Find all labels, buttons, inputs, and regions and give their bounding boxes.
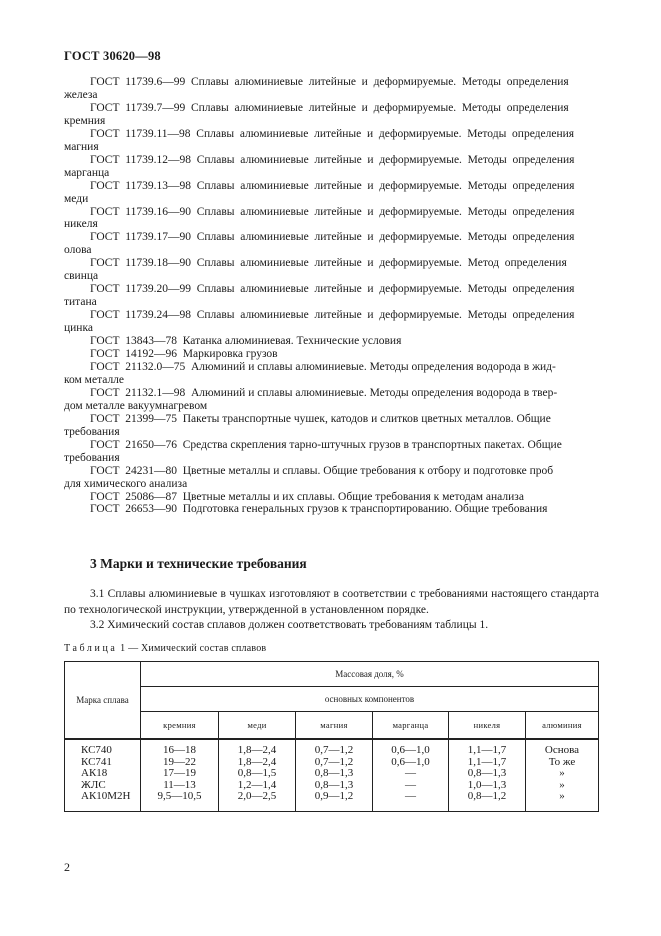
reference-line: ГОСТ 11739.16—90 Сплавы алюминиевые литейные и деформируемые. Методы определения xyxy=(90,205,575,218)
composition-value-cell: — xyxy=(405,778,416,791)
composition-value-cell: 0,7—1,2 xyxy=(314,744,354,756)
reference-continuation: требования xyxy=(64,451,120,464)
reference-line: ГОСТ 14192—96 Маркировка грузов xyxy=(90,348,278,361)
reference-continuation: магния xyxy=(64,140,99,153)
composition-value-cell: 1,0—1,3 xyxy=(467,778,507,791)
composition-value-cell: 0,6—1,0 xyxy=(391,755,430,768)
reference-continuation: олова xyxy=(64,244,92,257)
composition-value-cell: — xyxy=(405,767,416,779)
composition-value-cell: — xyxy=(405,790,416,802)
document-header: ГОСТ 30620—98 xyxy=(64,49,161,63)
composition-value-cell: 0,9—1,2 xyxy=(314,790,354,802)
composition-value-cell: 11—13 xyxy=(163,778,196,791)
manganese-column xyxy=(373,739,449,811)
aluminium-column xyxy=(526,739,599,811)
reference-line: ГОСТ 25086—87 Цветные металлы и их сплавы. Общие требования к методам анализа xyxy=(90,490,524,503)
composition-value-cell: 0,6—1,0 xyxy=(391,744,430,756)
reference-continuation: свинца xyxy=(64,270,99,283)
composition-value-cell: 1,2—1,4 xyxy=(237,778,277,791)
header-element: алюминия xyxy=(526,712,599,740)
reference-line: ГОСТ 11739.12—98 Сплавы алюминиевые литейные и деформируемые. Методы определения xyxy=(90,153,575,166)
composition-value-cell: 0,8—1,2 xyxy=(467,790,507,802)
reference-line: ГОСТ 11739.7—99 Сплавы алюминиевые литейные и деформируемые. Методы определения xyxy=(90,101,569,114)
header-mass-fraction: Массовая доля, % xyxy=(141,662,599,687)
reference-continuation: марганца xyxy=(64,166,110,179)
table-caption-prefix: Таблица xyxy=(64,643,118,654)
reference-line: ГОСТ 24231—80 Цветные металлы и сплавы. Общие требования к отбору и подготовке проб xyxy=(90,464,554,477)
silicon-column xyxy=(141,739,219,811)
normative-references-list xyxy=(64,76,599,516)
composition-value-cell: 2,0—2,5 xyxy=(237,790,277,802)
reference-line: ГОСТ 11739.17—90 Сплавы алюминиевые литейные и деформируемые. Методы определения xyxy=(90,231,575,244)
reference-line: ГОСТ 11739.24—98 Сплавы алюминиевые литейные и деформируемые. Методы определения xyxy=(90,309,575,322)
alloy-grade-cell: КС741 xyxy=(81,755,112,768)
composition-value-cell: 9,5—10,5 xyxy=(157,790,202,802)
composition-value-cell: 1,8—2,4 xyxy=(237,755,277,768)
reference-line: ГОСТ 26653—90 Подготовка генеральных грузов к транспортированию. Общие требования xyxy=(90,503,548,516)
composition-value-cell: 0,8—1,3 xyxy=(314,778,354,791)
table-caption xyxy=(64,643,266,654)
reference-line: ГОСТ 21399—75 Пакеты транспортные чушек, катодов и слитков цветных металлов. Общие xyxy=(90,412,551,425)
alloy-grade-cell: КС740 xyxy=(81,744,112,756)
alloy-grade-cell: АК10М2Н xyxy=(81,790,131,802)
section-title: 3 Марки и технические требования xyxy=(90,556,307,571)
header-basic-components: основных компонентов xyxy=(141,687,599,712)
reference-line: ГОСТ 11739.18—90 Сплавы алюминиевые литейные и деформируемые. Метод определения xyxy=(90,257,567,270)
composition-value-cell: Основа xyxy=(544,744,580,756)
reference-line: ГОСТ 13843—78 Катанка алюминиевая. Технические условия xyxy=(90,335,402,348)
reference-line: ГОСТ 11739.6—99 Сплавы алюминиевые литейные и деформируемые. Методы определения xyxy=(90,76,569,88)
composition-value-cell: 1,1—1,7 xyxy=(467,744,507,756)
header-element: магния xyxy=(296,712,373,740)
reference-continuation: меди xyxy=(64,192,89,205)
reference-continuation: дом металле вакуумнагревом xyxy=(64,399,208,412)
table-body-row xyxy=(65,739,599,811)
copper-column xyxy=(219,739,296,811)
alloy-grade-cell: АК18 xyxy=(81,767,108,779)
header-element: кремния xyxy=(141,712,219,740)
composition-value-cell: 1,1—1,7 xyxy=(467,755,507,768)
composition-value-cell: 16—18 xyxy=(163,744,196,756)
reference-line: ГОСТ 11739.11—98 Сплавы алюминиевые литейные и деформируемые. Методы определения xyxy=(90,127,575,140)
header-element: меди xyxy=(219,712,296,740)
header-element: никеля xyxy=(449,712,526,740)
nickel-column xyxy=(449,739,526,811)
reference-continuation: титана xyxy=(64,296,97,309)
composition-value-cell: 0,8—1,3 xyxy=(467,767,507,779)
composition-value-cell: » xyxy=(559,778,565,791)
reference-continuation: ком металле xyxy=(64,373,125,386)
paragraph-3-1: 3.1 Сплавы алюминиевые в чушках изготовляют в соответствии с требованиями настоящего стандарта по технологической инструкции, утвержденной в установленном порядке. xyxy=(64,588,599,616)
table-caption-text: 1 — Химический состав сплавов xyxy=(117,643,267,654)
chemical-composition-table xyxy=(64,661,599,812)
reference-line: ГОСТ 21650—76 Средства скрепления тарно-штучных грузов в транспортных пакетах. Общие xyxy=(90,438,562,451)
page-number: 2 xyxy=(64,860,70,874)
composition-value-cell: » xyxy=(559,790,565,802)
composition-value-cell: 1,8—2,4 xyxy=(237,744,277,756)
reference-line: ГОСТ 21132.0—75 Алюминий и сплавы алюминиевые. Методы определения водорода в жид- xyxy=(90,360,556,373)
reference-continuation: для химического анализа xyxy=(64,477,188,490)
composition-value-cell: 0,8—1,3 xyxy=(314,767,354,779)
composition-value-cell: 0,7—1,2 xyxy=(314,755,354,768)
alloy-grade-column xyxy=(65,739,141,811)
composition-value-cell: 17—19 xyxy=(163,767,196,779)
magnesium-column xyxy=(296,739,373,811)
reference-continuation: никеля xyxy=(64,218,98,231)
composition-value-cell: 19—22 xyxy=(163,755,196,768)
header-alloy-grade: Марка сплава xyxy=(65,662,141,740)
reference-continuation: железа xyxy=(64,88,98,101)
reference-line: ГОСТ 11739.20—99 Сплавы алюминиевые литейные и деформируемые. Методы определения xyxy=(90,283,575,296)
composition-value-cell: То же xyxy=(548,755,576,768)
alloy-grade-cell: ЖЛС xyxy=(81,778,106,791)
reference-line: ГОСТ 21132.1—98 Алюминий и сплавы алюминиевые. Методы определения водорода в твер- xyxy=(90,386,558,399)
composition-value-cell: » xyxy=(559,767,565,779)
reference-line: ГОСТ 11739.13—98 Сплавы алюминиевые литейные и деформируемые. Методы определения xyxy=(90,179,575,192)
composition-value-cell: 0,8—1,5 xyxy=(237,767,277,779)
reference-continuation: требования xyxy=(64,425,120,438)
paragraph-3-2: 3.2 Химический состав сплавов должен соответствовать требованиям таблицы 1. xyxy=(90,619,489,631)
reference-continuation: цинка xyxy=(64,322,93,335)
reference-continuation: кремния xyxy=(64,114,106,127)
header-element: марганца xyxy=(373,712,449,740)
